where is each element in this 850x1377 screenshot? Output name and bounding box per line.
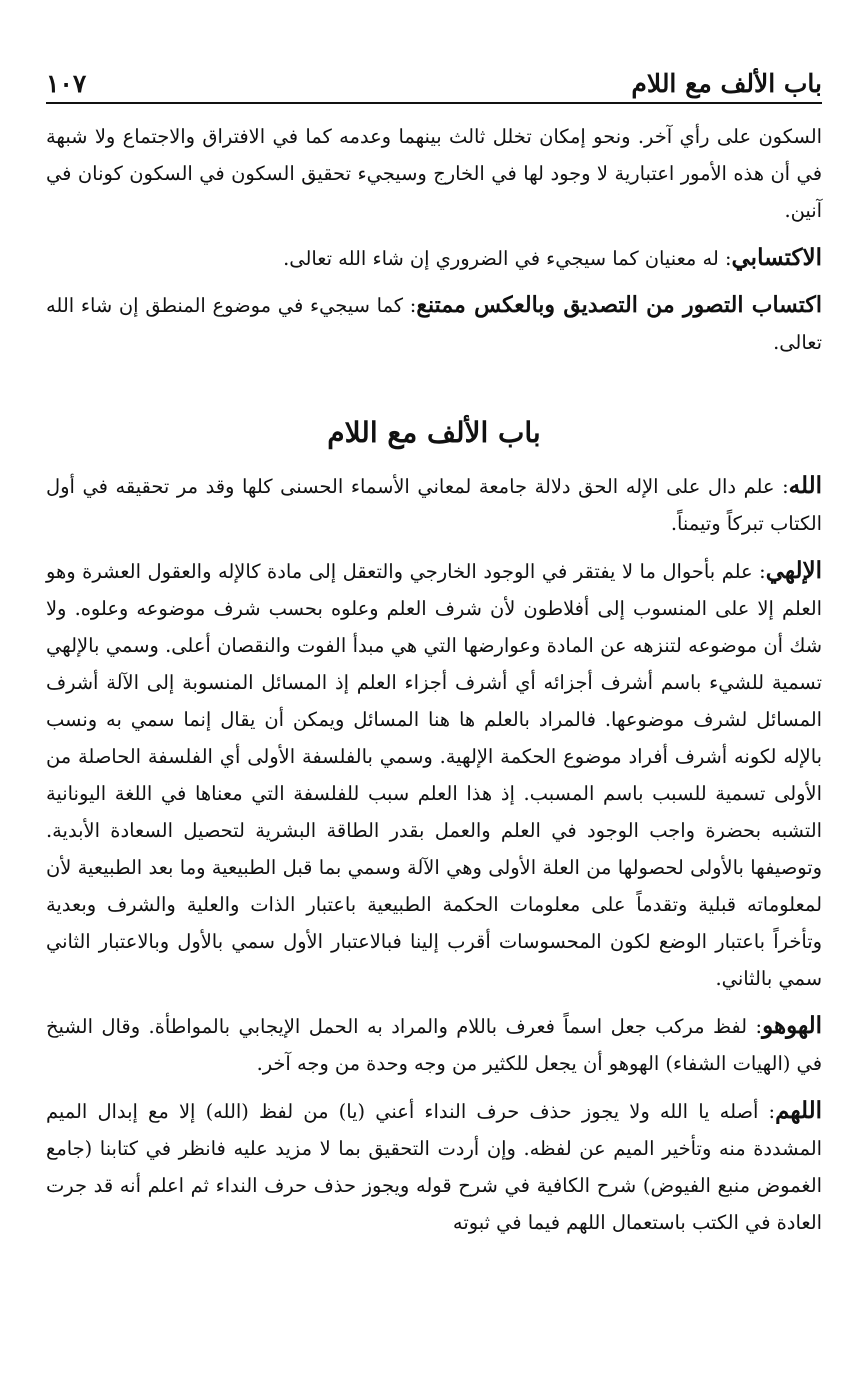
entry-term: اللهم: [775, 1097, 822, 1124]
entry-text: : كما سيجيء في موضوع المنطق إن شاء الله تعالى.: [46, 294, 822, 354]
entry-allahumma: [46, 1092, 822, 1241]
paragraph-continuation: السكون على رأي آخر. ونحو إمكان تخلل ثالث بينهما وعدمه كما في الافتراق والاجتماع ولا شبهة في أن هذه الأمور اعتبارية لا وجود لها في الخارج وسيجيء تحقيق السكون في السكون كونان في آنين.: [46, 125, 822, 222]
entry-term: الهوهو: [762, 1012, 822, 1039]
entry-text: : علم دال على الإله الحق دلالة جامعة لمعاني الأسماء الحسنى كلها وقد مر تحقيقه في أول الكتاب تبركاً وتيمناً.: [46, 475, 822, 535]
entry-text: : أصله يا الله ولا يجوز حذف حرف النداء أعني (يا) من لفظ (الله) إلا مع إبدال الميم المشددة منه وتأخير الميم عن لفظه. وإن أردت التحقيق بما لا مزيد عليه فانظر في كتابنا (جامع الغموض منبع الفيوض) شرح الكافية في شرح قوله ويجوز حذف حرف النداء ثم اعلم أنه قد جرت العادة في الكتب باستعمال اللهم فيما في ثبوته: [46, 1100, 822, 1234]
entry-term: اكتساب التصور من التصديق وبالعكس ممتنع: [416, 292, 823, 318]
entry-term: الله: [788, 472, 822, 499]
section-title: باب الألف مع اللام: [327, 416, 541, 449]
entry-term: الاكتسابي: [731, 244, 822, 271]
entry-iktisabi: [46, 239, 822, 277]
entry-text: : علم بأحوال ما لا يفتقر في الوجود الخارجي والتعقل إلى مادة كالإله والعقول العشرة وهو العلم إلا على المنسوب إلى أفلاطون لأن شرف العلم وعلوه بحسب شرف موضوعه وعلوه. ولا شك أن موضوعه لتنزهه عن المادة وعوارضها التي هي مبدأ الفوت والنقصان أعلى. وسمي بالإلهي تسمية للشيء باسم أشرف أجزائه أي أشرف أجزاء العلم إذ المسائل المنسوبة إلى الآلة أشرف المسائل لشرف موضوعها. فالمراد بالعلم ها هنا المسائل ويمكن أن يقال إنما سمي به ونسب بالإله لكونه أشرف أفراد موضوع الحكمة الإلهية. وسمي بالفلسفة الأولى أي الفلسفة الحاصلة من الأولى تسمية للسبب باسم المسبب. إذ هذا العلم سبب للفلسفة التي معناها في اللغة اليونانية التشبه بحضرة واجب الوجود في العلم والعمل بقدر الطاقة البشرية لتحصيل السعادة الأبدية. وتوصيفها بالأولى لحصولها من العلة الأولى وهي الآلة وسمي بما قبل الطبيعية وما بعد الطبيعية لأن لمعلوماته قبلية وتقدماً على معلومات الحكمة الطبيعية باعتبار الذات والعلية والشرف وبعدية وتأخراً باعتبار الوضع لكون المحسوسات أقرب إلينا فبالاعتبار الأول سمي بالأول وبالاعتبار الثاني سمي بالثاني.: [46, 560, 822, 990]
entry-text: : له معنيان كما سيجيء في الضروري إن شاء الله تعالى.: [283, 247, 732, 270]
page-number: ١٠٧: [46, 69, 87, 98]
entry-ilahi: [46, 552, 822, 997]
entry-iktisab-tasawwur: [46, 287, 822, 361]
page-header: [46, 52, 822, 104]
page-body: [46, 118, 822, 1251]
entry-term: الإلهي: [765, 557, 822, 584]
entry-huwahuwa: [46, 1007, 822, 1082]
entry-text: : لفظ مركب جعل اسماً فعرف باللام والمراد به الحمل الإيجابي بالمواطأة. وقال الشيخ في (الهيات الشفاء) الهوهو أن يجعل للكثير من وجه وحدة من وجه آخر.: [46, 1015, 822, 1075]
entry-allah: [46, 467, 822, 542]
running-title: باب الألف مع اللام: [631, 69, 822, 98]
